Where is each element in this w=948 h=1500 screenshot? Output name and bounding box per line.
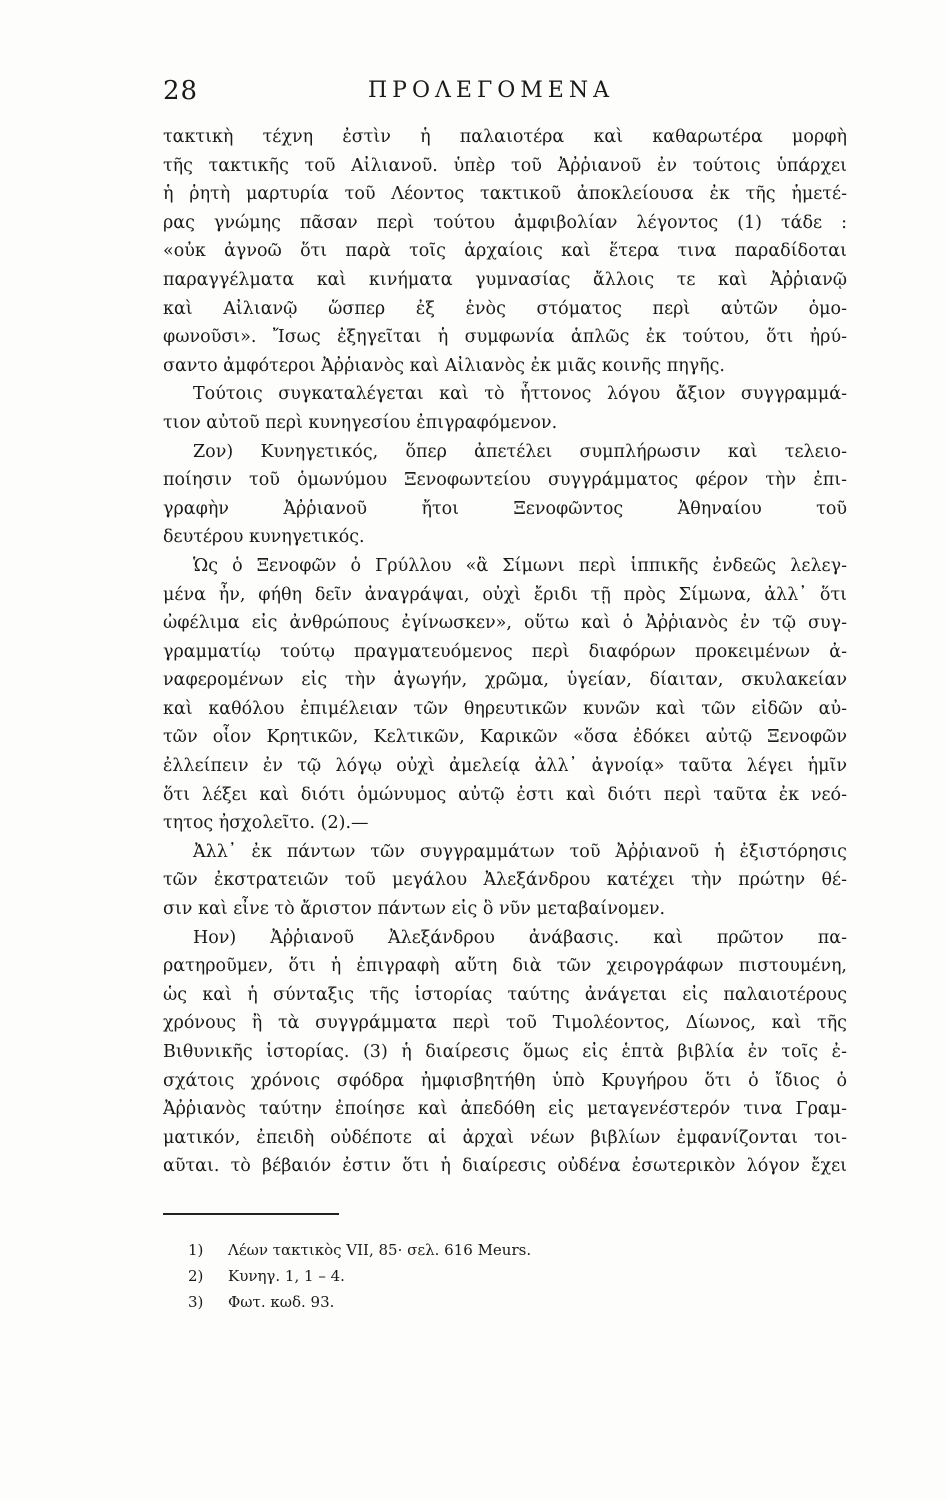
text-line: παραγγέλματα καὶ κινήματα γυμνασίας ἄλλοις τε καὶ Ἀῤῥιανῷ xyxy=(163,269,847,290)
text-line: δευτέρου κυνηγετικός. xyxy=(163,527,365,548)
text-line: ὡς καὶ ἡ σύνταξις τῆς ἱστορίας ταύτης ἀνάγεται εἰς παλαιοτέρους xyxy=(163,984,847,1005)
text-line: σαντο ἀμφότεροι Ἀῤῥιανὸς καὶ Αἰλιανὸς ἐκ μιᾶς κοινῆς πηγῆς. xyxy=(163,355,725,376)
text-line: τητος ἠσχολεῖτο. (2).— xyxy=(163,813,369,834)
footnote xyxy=(188,1263,688,1289)
text-line: φωνοῦσι». Ἴσως ἐξηγεῖται ἡ συμφωνία ἁπλῶς ἐκ τούτου, ὅτι ἠρύ- xyxy=(163,327,847,348)
footnote-text: Λέων τακτικὸς VII, 85· σελ. 616 Meurs. xyxy=(228,1241,532,1259)
text-line: τιον αὐτοῦ περὶ κυνηγεσίου ἐπιγραφόμενον. xyxy=(163,412,558,433)
text-line: σχάτοις χρόνοις σφόδρα ἠμφισβητήθη ὑπὸ Κρυγήρου ὅτι ὁ ἴδιος ὁ xyxy=(163,1070,847,1091)
running-title: ΠΡΟΛΕΓΟΜΕΝΑ xyxy=(368,78,614,103)
main-text xyxy=(163,123,847,1181)
text-line: μένα ἦν, φήθη δεῖν ἀναγράψαι, οὐχὶ ἔριδι τῇ πρὸς Σίμωνα, ἀλλ᾽ ὅτι xyxy=(163,584,847,605)
footnote-marker: 3) xyxy=(188,1293,204,1311)
text-line: τῶν ἐκστρατειῶν τοῦ μεγάλου Ἀλεξάνδρου κατέχει τὴν πρώτην θέ- xyxy=(163,870,847,891)
page-header xyxy=(163,76,845,112)
footnote-marker: 1) xyxy=(188,1241,204,1259)
text-line: χρόνους ἢ τὰ συγγράμματα περὶ τοῦ Τιμολέοντος, Δίωνος, καὶ τῆς xyxy=(163,1013,847,1034)
text-line: ματικόν, ἐπειδὴ οὐδέποτε αἱ ἀρχαὶ νέων βιβλίων ἐμφανίζονται τοι- xyxy=(163,1127,847,1148)
text-line: «οὐκ ἀγνοῶ ὅτι παρὰ τοῖς ἀρχαίοις καὶ ἕτερα τινα παραδίδοται xyxy=(163,241,847,262)
text-line: Ἀῤῥιανὸς ταύτην ἐποίησε καὶ ἀπεδόθη εἰς μεταγενέστερόν τινα Γραμ- xyxy=(163,1099,847,1120)
text-line: ὠφέλιμα εἰς ἀνθρώπους ἐγίνωσκεν», οὕτω καὶ ὁ Ἀῤῥιανὸς ἐν τῷ συγ- xyxy=(163,613,847,634)
text-line: Ζον) Κυνηγετικός, ὅπερ ἀπετέλει συμπλήρωσιν καὶ τελειο- xyxy=(193,441,847,462)
text-line: ναφερομένων εἰς τὴν ἀγωγήν, χρῶμα, ὑγείαν, δίαιταν, σκυλακείαν xyxy=(163,670,847,691)
footnote-separator xyxy=(163,1213,339,1215)
text-line: ἡ ῥητὴ μαρτυρία τοῦ Λέοντος τακτικοῦ ἀποκλείουσα ἐκ τῆς ἡμετέ- xyxy=(163,184,847,205)
text-line: Βιθυνικῆς ἱστορίας. (3) ἡ διαίρεσις ὅμως εἰς ἑπτὰ βιβλία ἐν τοῖς ἐ- xyxy=(163,1042,847,1062)
text-line: ὅτι λέξει καὶ διότι ὁμώνυμος αὐτῷ ἐστι καὶ διότι περὶ ταῦτα ἐκ νεό- xyxy=(163,784,847,805)
text-line: ρας γνώμης πᾶσαν περὶ τούτου ἀμφιβολίαν λέγοντος (1) τάδε : xyxy=(163,212,847,233)
text-line: ποίησιν τοῦ ὁμωνύμου Ξενοφωντείου συγγράμματος φέρον τὴν ἐπι- xyxy=(163,470,847,491)
text-line: καὶ καθόλου ἐπιμέλειαν τῶν θηρευτικῶν κυνῶν καὶ τῶν εἰδῶν αὐ- xyxy=(163,698,847,719)
text-line: αῦται. τὸ βέβαιόν ἐστιν ὅτι ἡ διαίρεσις οὐδένα ἐσωτερικὸν λόγον ἔχει xyxy=(163,1156,847,1177)
text-line: Ὡς ὁ Ξενοφῶν ὁ Γρύλλου «ἃ Σίμωνι περὶ ἱππικῆς ἐνδεῶς λελεγ- xyxy=(193,555,847,576)
text-line: Τούτοις συγκαταλέγεται καὶ τὸ ἧττονος λόγου ἄξιον συγγραμμά- xyxy=(193,384,847,405)
text-line: ρατηροῦμεν, ὅτι ἡ ἐπιγραφὴ αὕτη διὰ τῶν χειρογράφων πιστουμένη, xyxy=(163,956,847,977)
text-line: ἐλλείπειν ἐν τῷ λόγῳ οὐχὶ ἀμελείᾳ ἀλλ᾽ ἀγνοίᾳ» ταῦτα λέγει ἡμῖν xyxy=(163,756,847,777)
footnote xyxy=(188,1237,688,1263)
text-line: τακτικὴ τέχνη ἐστὶν ἡ παλαιοτέρα καὶ καθαρωτέρα μορφὴ xyxy=(163,127,847,147)
text-line: τῆς τακτικῆς τοῦ Αἰλιανοῦ. ὑπὲρ τοῦ Ἀῤῥιανοῦ ἐν τούτοις ὑπάρχει xyxy=(163,155,847,176)
text-line: γραφὴν Ἀῤῥιανοῦ ἤτοι Ξενοφῶντος Ἀθηναίου τοῦ xyxy=(163,498,847,519)
page-number: 28 xyxy=(163,76,199,106)
text-line: σιν καὶ εἶνε τὸ ἄριστον πάντων εἰς ὃ νῦν μεταβαίνομεν. xyxy=(163,899,666,920)
footnote-marker: 2) xyxy=(188,1267,204,1285)
footnote xyxy=(188,1289,688,1315)
footnote-text: Φωτ. κωδ. 93. xyxy=(228,1293,335,1311)
footnote-text: Κυνηγ. 1, 1 – 4. xyxy=(228,1267,345,1285)
text-line: τῶν οἷον Κρητικῶν, Κελτικῶν, Καρικῶν «ὅσα ἐδόκει αὐτῷ Ξενοφῶν xyxy=(163,727,847,748)
text-line: Ηον) Ἀῤῥιανοῦ Ἀλεξάνδρου ἀνάβασις. καὶ πρῶτον πα- xyxy=(193,927,847,948)
text-line: Ἀλλ᾽ ἐκ πάντων τῶν συγγραμμάτων τοῦ Ἀῤῥιανοῦ ἡ ἐξιστόρησις xyxy=(193,841,847,862)
text-line: γραμματίῳ τούτῳ πραγματευόμενος περὶ διαφόρων προκειμένων ἀ- xyxy=(163,641,847,662)
footnotes xyxy=(188,1237,688,1315)
text-line: καὶ Αἰλιανῷ ὥσπερ ἐξ ἑνὸς στόματος περὶ αὐτῶν ὁμο- xyxy=(163,298,847,319)
